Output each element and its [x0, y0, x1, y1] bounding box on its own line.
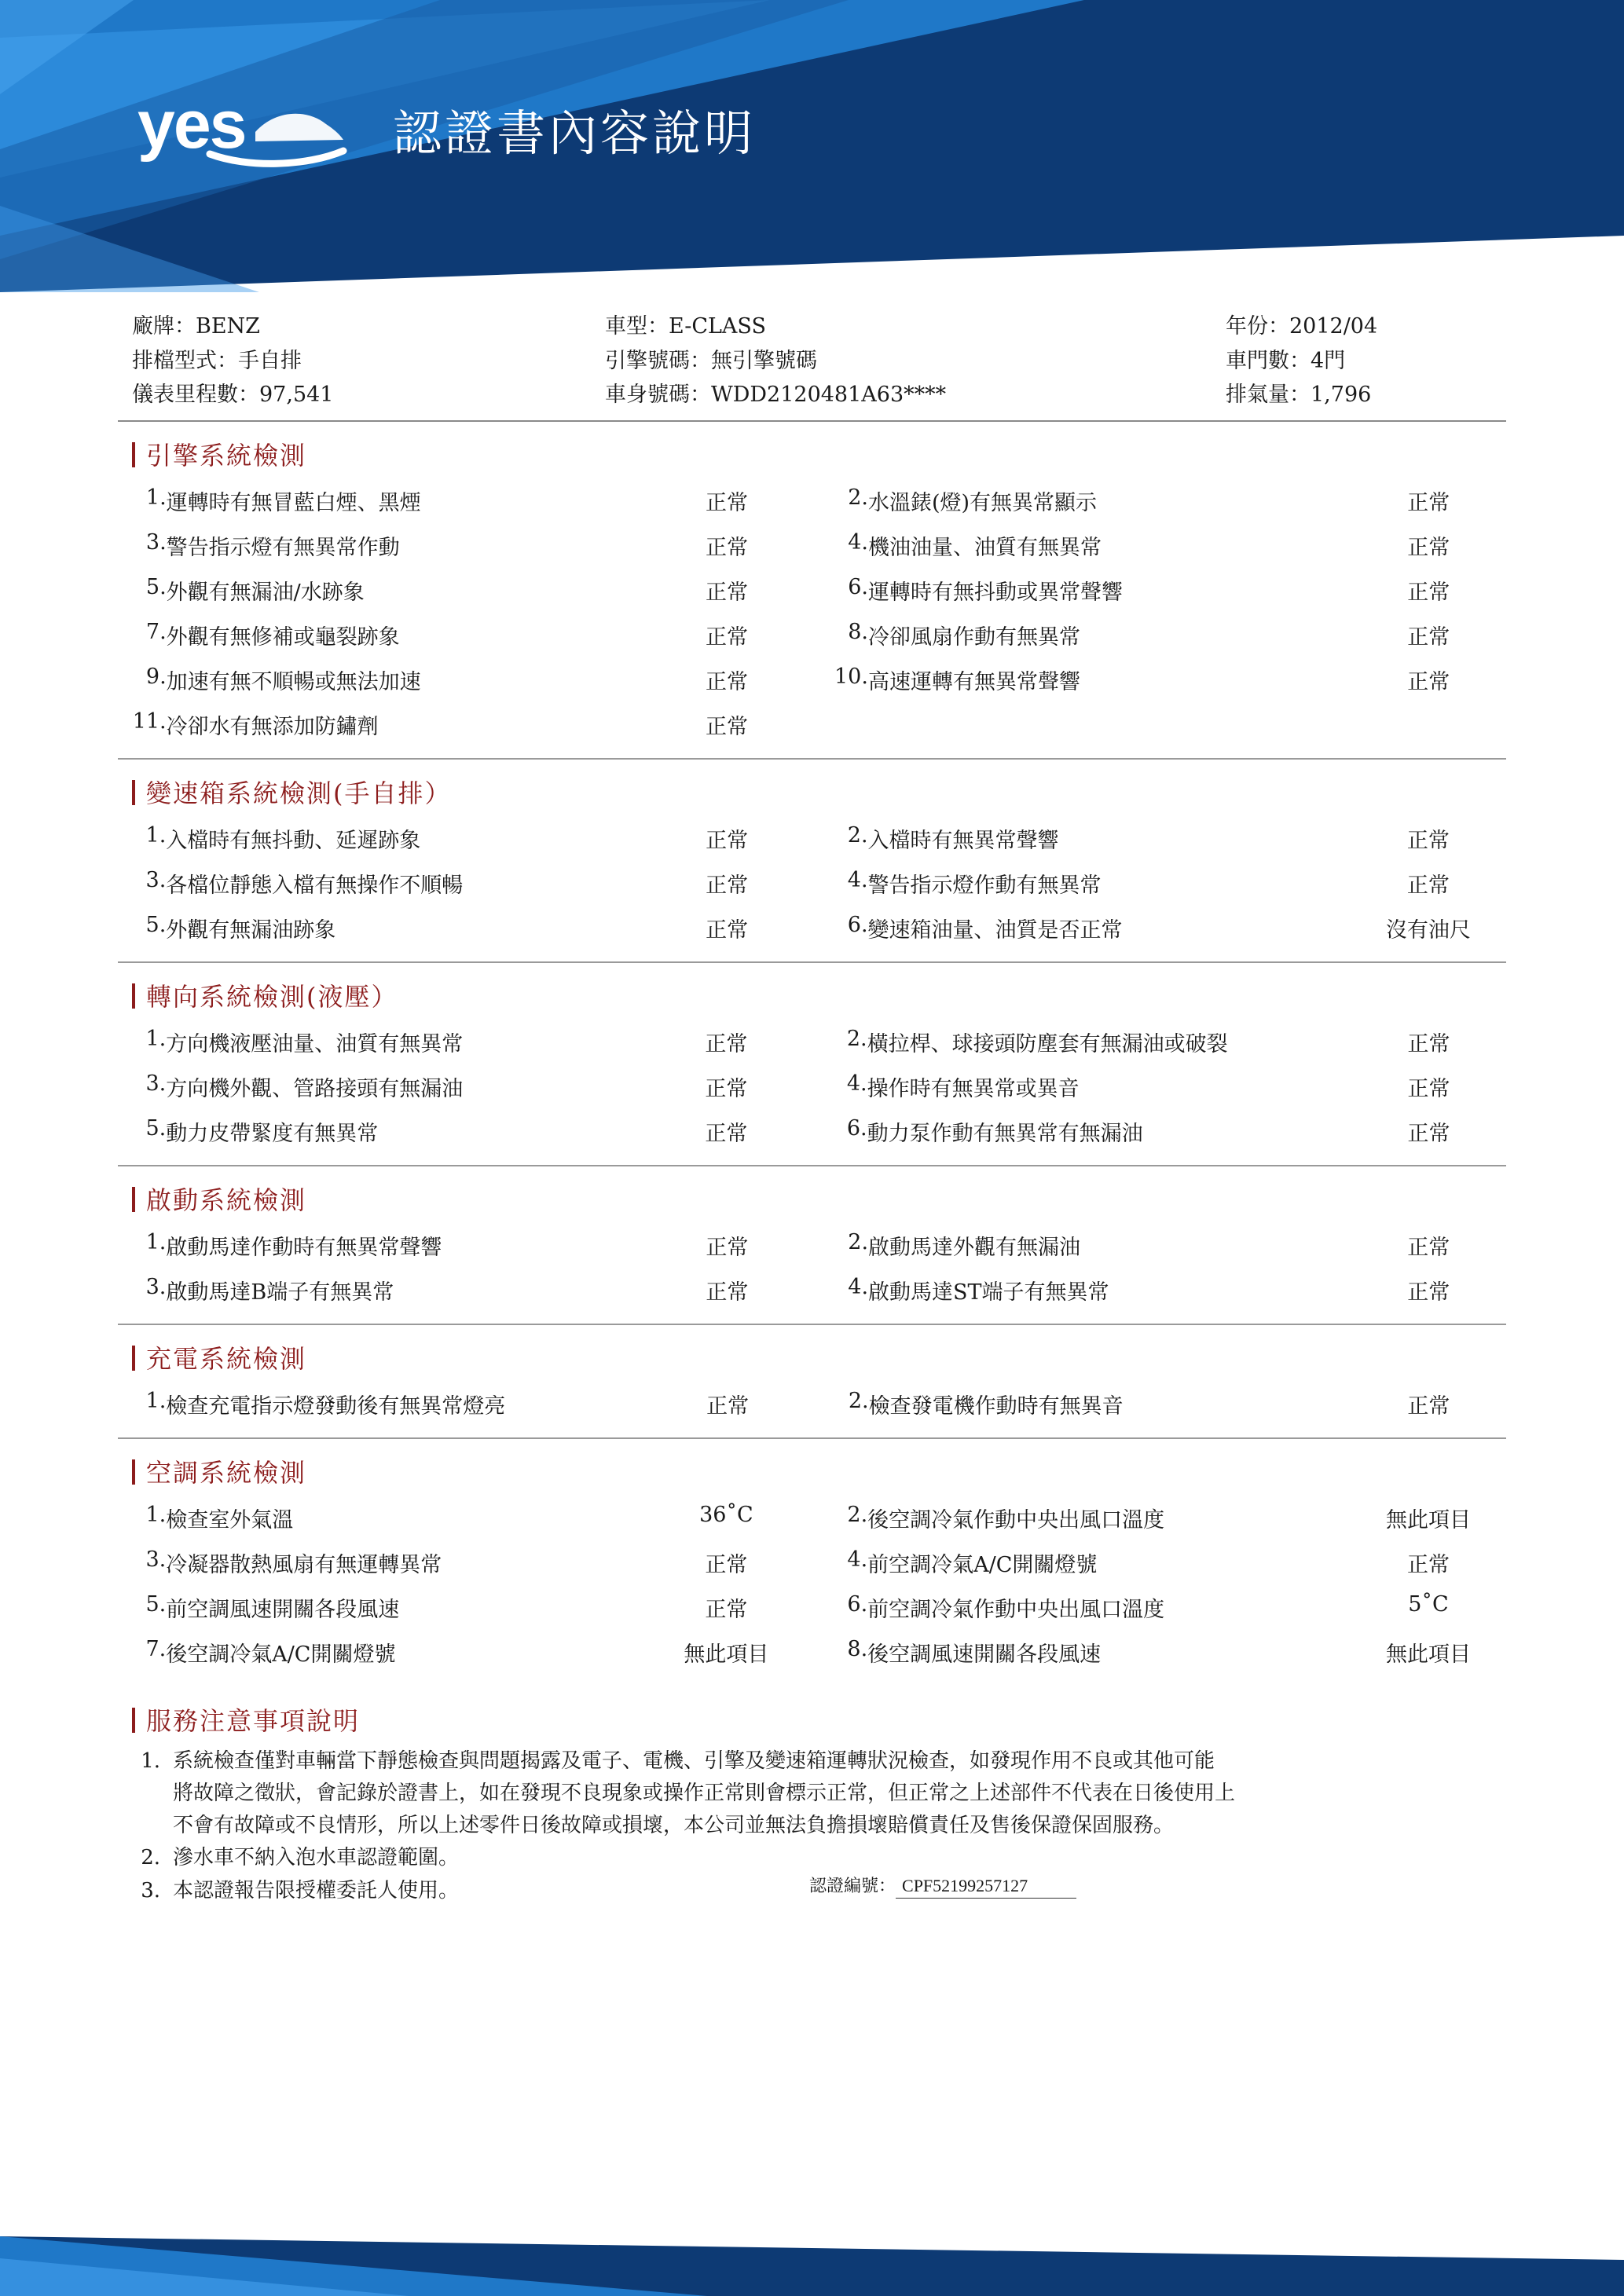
item-value: 正常	[1407, 1032, 1450, 1057]
table-row	[118, 1540, 1506, 1585]
inspection-item-table	[118, 1496, 1506, 1675]
item-value: 正常	[706, 829, 749, 854]
item-label: 檢查充電指示燈發動後有無異常燈亮	[166, 1394, 506, 1419]
section-marker	[132, 1346, 135, 1371]
inspection-item-table	[118, 478, 1506, 747]
yes-logo	[137, 86, 373, 169]
vehicle-info-displacement: 排氣量：1,796	[1226, 383, 1372, 408]
section-marker	[132, 1187, 135, 1212]
vehicle-info-engine-number: 引擎號碼：無引擎號碼	[605, 348, 817, 373]
item-number: 5.	[145, 575, 167, 600]
vehicle-info-column-3	[1226, 309, 1493, 412]
item-label: 外觀有無漏油/水跡象	[166, 580, 365, 606]
section-marker	[132, 1459, 135, 1485]
table-row	[118, 1020, 1506, 1064]
item-number: 4.	[846, 1071, 867, 1097]
item-number: 6.	[848, 575, 868, 600]
item-label: 動力皮帶緊度有無異常	[166, 1122, 379, 1147]
vehicle-info-column-2	[605, 309, 1226, 412]
inspection-sections	[118, 422, 1506, 1686]
item-number: 1.	[145, 1389, 167, 1414]
item-number: 1.	[145, 1503, 167, 1528]
column-gap	[805, 523, 820, 568]
column-gap	[805, 861, 820, 906]
note-number: 2.	[141, 1846, 160, 1870]
item-number: 1.	[145, 823, 167, 848]
table-row	[118, 1268, 1506, 1313]
item-value: 正常	[705, 625, 748, 650]
table-row	[118, 702, 1506, 747]
item-number: 5.	[145, 1592, 167, 1617]
table-row	[118, 1109, 1506, 1154]
item-number: 9.	[145, 665, 167, 690]
item-value: 正常	[706, 1280, 749, 1305]
vehicle-info-year: 年份：2012/04	[1226, 314, 1378, 339]
item-number: 5.	[145, 913, 167, 938]
item-number: 4.	[847, 1547, 868, 1573]
item-label: 加速有無不順暢或無法加速	[166, 670, 421, 695]
item-value: 36˚C	[699, 1503, 753, 1528]
item-value: 5˚C	[1408, 1592, 1449, 1617]
certificate-number-label: 認證編號：	[809, 1876, 896, 1896]
inspection-section	[118, 963, 1506, 1166]
column-gap	[805, 702, 820, 747]
item-value: 正常	[1407, 1122, 1450, 1147]
table-row	[118, 657, 1506, 702]
item-label: 機油油量、油質有無異常	[867, 536, 1102, 561]
table-row	[118, 1223, 1506, 1268]
item-label: 方向機液壓油量、油質有無異常	[166, 1032, 464, 1057]
item-value: 正常	[705, 1598, 748, 1623]
document-body	[0, 292, 1624, 1906]
section-title	[118, 1325, 1506, 1382]
item-label: 後空調冷氣A/C開關燈號	[166, 1642, 396, 1668]
column-gap	[804, 1064, 819, 1109]
item-label: 操作時有無異常或異音	[867, 1077, 1080, 1102]
table-row	[118, 1630, 1506, 1675]
item-label: 前空調冷氣A/C開關燈號	[867, 1553, 1098, 1578]
item-value: 正常	[1407, 670, 1450, 695]
note-text	[173, 1842, 1506, 1874]
page-title: 認證書內容說明	[393, 104, 757, 162]
vehicle-info-brand: 廠牌：BENZ	[132, 314, 260, 339]
item-value: 正常	[1407, 1280, 1450, 1305]
item-label: 檢查室外氣溫	[166, 1508, 294, 1533]
item-label: 警告指示燈有無異常作動	[166, 536, 400, 561]
item-label: 入檔時有無抖動、延遲跡象	[166, 829, 421, 854]
column-gap	[804, 1496, 819, 1540]
item-value: 正常	[1407, 536, 1450, 561]
inspection-section	[118, 422, 1506, 760]
content-wrapper	[118, 292, 1506, 1906]
item-number: 1.	[145, 1230, 167, 1255]
column-gap	[805, 816, 820, 861]
item-label: 前空調風速開關各段風速	[166, 1598, 400, 1623]
inspection-item-table	[118, 1382, 1506, 1426]
item-value: 無此項目	[1385, 1508, 1471, 1533]
item-label: 冷卻水有無添加防鏽劑	[166, 715, 379, 740]
item-label: 各檔位靜態入檔有無操作不順暢	[166, 873, 464, 899]
inspection-item-table	[118, 1020, 1506, 1154]
item-number: 3.	[145, 868, 167, 893]
item-value: 正常	[705, 1122, 748, 1147]
item-label: 水溫錶(燈)有無異常顯示	[867, 491, 1098, 516]
item-label: 運轉時有無抖動或異常聲響	[867, 580, 1123, 606]
item-label: 啟動馬達外觀有無漏油	[868, 1236, 1081, 1261]
inspection-section	[118, 1325, 1506, 1439]
item-number: 2.	[846, 1027, 867, 1052]
item-label: 入檔時有無異常聲響	[867, 829, 1059, 854]
item-number: 8.	[847, 1637, 868, 1662]
column-gap	[804, 1020, 819, 1064]
page-footer-banner	[0, 2210, 1624, 2296]
item-number: 3.	[145, 530, 167, 555]
item-label: 啟動馬達作動時有無異常聲響	[166, 1236, 442, 1261]
item-number: 3.	[145, 1071, 167, 1097]
table-row	[118, 613, 1506, 657]
item-label: 冷凝器散熱風扇有無運轉異常	[166, 1553, 442, 1578]
item-label: 啟動馬達B端子有無異常	[166, 1280, 394, 1305]
item-value: 正常	[706, 1394, 750, 1419]
inspection-section	[118, 1439, 1506, 1686]
item-number: 2.	[848, 1230, 869, 1255]
item-label: 方向機外觀、管路接頭有無漏油	[166, 1077, 464, 1102]
table-row	[118, 1382, 1506, 1426]
item-value: 正常	[705, 670, 748, 695]
vehicle-info-mileage: 儀表里程數：97,541	[132, 383, 334, 408]
note-item	[118, 1745, 1506, 1842]
section-marker	[132, 780, 135, 805]
item-number: 4.	[848, 530, 868, 555]
item-label: 後空調風速開關各段風速	[867, 1642, 1102, 1668]
item-value: 正常	[1406, 1553, 1450, 1578]
vehicle-info-column-1	[118, 309, 605, 412]
item-number: 8.	[848, 620, 868, 645]
section-marker	[132, 442, 135, 467]
column-gap	[805, 657, 820, 702]
item-label: 高速運轉有無異常聲響	[867, 670, 1080, 695]
note-number: 3.	[141, 1878, 160, 1902]
item-value: 正常	[705, 715, 748, 740]
note-line: 將故障之徵狀，會記錄於證書上，如在發現不良現象或操作正常則會標示正常，但正常之上述部件不代表在日後使用上	[173, 1782, 1236, 1806]
section-title	[118, 1166, 1506, 1223]
item-number: 4.	[847, 868, 868, 893]
item-value: 正常	[705, 580, 748, 606]
item-number: 1.	[145, 1027, 167, 1052]
item-value	[1351, 702, 1506, 747]
table-row	[118, 1585, 1506, 1630]
car-silhouette-icon	[137, 86, 373, 169]
item-value: 正常	[705, 1032, 748, 1057]
column-gap	[805, 613, 820, 657]
table-row	[118, 906, 1506, 950]
item-value: 正常	[705, 1077, 748, 1102]
section-marker	[132, 1708, 135, 1733]
table-row	[118, 816, 1506, 861]
table-row	[118, 861, 1506, 906]
item-label: 橫拉桿、球接頭防塵套有無漏油或破裂	[867, 1032, 1228, 1057]
item-label: 啟動馬達ST端子有無異常	[868, 1280, 1109, 1305]
note-item	[118, 1842, 1506, 1874]
column-gap	[804, 1585, 819, 1630]
service-notes	[118, 1686, 1506, 1906]
item-value: 正常	[1407, 580, 1450, 606]
item-number: 5.	[145, 1116, 167, 1141]
certificate-number-value: CPF52199257127	[896, 1876, 1076, 1899]
vehicle-info-vin: 車身號碼：WDD2120481A63****	[605, 383, 947, 408]
item-value: 無此項目	[684, 1642, 769, 1668]
item-value: 正常	[1407, 491, 1450, 516]
section-title	[118, 760, 1506, 816]
table-row	[118, 523, 1506, 568]
column-gap	[805, 568, 820, 613]
column-gap	[804, 1540, 819, 1585]
table-row	[118, 1496, 1506, 1540]
item-label: 前空調冷氣作動中央出風口溫度	[867, 1598, 1165, 1623]
item-number: 3.	[145, 1275, 167, 1300]
item-value: 正常	[705, 491, 748, 516]
inspection-section	[118, 1166, 1506, 1325]
item-label: 外觀有無修補或龜裂跡象	[166, 625, 400, 650]
column-gap	[804, 1630, 819, 1675]
section-title	[118, 1439, 1506, 1496]
service-notes-title	[118, 1686, 1506, 1745]
column-gap	[805, 1223, 820, 1268]
item-label: 動力泵作動有無異常有無漏油	[867, 1122, 1143, 1147]
item-value: 正常	[1407, 1236, 1450, 1261]
column-gap	[804, 1109, 819, 1154]
footer-graphic	[0, 2210, 1624, 2296]
column-gap	[805, 1268, 820, 1313]
item-label: 變速箱油量、油質是否正常	[867, 918, 1123, 943]
item-value: 正常	[706, 1236, 749, 1261]
item-number: 6.	[846, 1116, 867, 1141]
note-line: 滲水車不納入泡水車認證範圍。	[173, 1846, 460, 1870]
item-value: 無此項目	[1385, 1642, 1471, 1668]
section-title-text: 變速箱系統檢測(手自排）	[146, 778, 452, 809]
section-marker	[132, 983, 135, 1009]
item-number: 7.	[145, 620, 167, 645]
item-value: 正常	[1406, 873, 1450, 899]
item-number: 7.	[145, 1637, 167, 1662]
item-value: 正常	[706, 918, 749, 943]
section-title-text: 引擎系統檢測	[146, 441, 307, 471]
column-gap	[805, 906, 820, 950]
inspection-item-table	[118, 816, 1506, 950]
vehicle-info-model: 車型：E-CLASS	[605, 314, 766, 339]
item-number: 6.	[847, 1592, 868, 1617]
item-number	[819, 702, 868, 747]
column-gap	[805, 478, 820, 523]
item-number: 2.	[848, 1389, 869, 1414]
section-title	[118, 422, 1506, 478]
section-title	[118, 963, 1506, 1020]
item-label	[868, 702, 1351, 747]
table-row	[118, 478, 1506, 523]
item-label: 檢查發電機作動時有無異音	[868, 1394, 1124, 1419]
note-line: 本認證報告限授權委託人使用。	[173, 1878, 460, 1902]
item-value: 正常	[1407, 1077, 1450, 1102]
note-line: 系統檢查僅對車輛當下靜態檢查與問題揭露及電子、電機、引擎及變速箱運轉狀況檢查，如發現作用不良或其他可能	[173, 1749, 1215, 1774]
item-number: 11.	[132, 709, 167, 734]
vehicle-info-block	[118, 292, 1506, 422]
vehicle-info-doors: 車門數：4門	[1226, 348, 1346, 373]
table-row	[118, 568, 1506, 613]
vehicle-info-transmission: 排檔型式：手自排	[132, 348, 302, 373]
service-notes-title-text: 服務注意事項說明	[146, 1706, 361, 1737]
table-row	[118, 1064, 1506, 1109]
item-number: 3.	[145, 1547, 167, 1573]
section-title-text: 啟動系統檢測	[146, 1185, 307, 1216]
note-text	[173, 1745, 1506, 1842]
item-label: 外觀有無漏油跡象	[166, 918, 336, 943]
item-label: 後空調冷氣作動中央出風口溫度	[867, 1508, 1165, 1533]
item-value: 正常	[1407, 1394, 1450, 1419]
note-line: 不會有故障或不良情形，所以上述零件日後故障或損壞，本公司並無法負擔損壞賠償責任及售後保證保固服務。	[173, 1814, 1175, 1838]
item-number: 1.	[145, 485, 167, 511]
item-value: 正常	[705, 536, 748, 561]
item-number: 2.	[848, 485, 868, 511]
item-label: 運轉時有無冒藍白煙、黑煙	[166, 491, 421, 516]
item-value: 正常	[706, 873, 749, 899]
section-title-text: 充電系統檢測	[146, 1344, 307, 1375]
column-gap	[805, 1382, 821, 1426]
note-number: 1.	[141, 1749, 160, 1774]
item-value: 沒有油尺	[1385, 918, 1471, 943]
item-value: 正常	[1407, 625, 1450, 650]
item-number: 6.	[847, 913, 868, 938]
inspection-section	[118, 760, 1506, 963]
item-value: 正常	[705, 1553, 748, 1578]
section-title-text: 空調系統檢測	[146, 1458, 307, 1489]
item-label: 冷卻風扇作動有無異常	[867, 625, 1080, 650]
section-title-text: 轉向系統檢測(液壓）	[146, 982, 398, 1013]
item-number: 4.	[848, 1275, 869, 1300]
logo-text: yes	[137, 87, 246, 163]
inspection-item-table	[118, 1223, 1506, 1313]
item-number: 10.	[834, 665, 868, 690]
item-label: 警告指示燈作動有無異常	[867, 873, 1102, 899]
item-number: 2.	[847, 823, 868, 848]
item-number: 2.	[847, 1503, 868, 1528]
page-header-banner	[0, 0, 1624, 292]
item-value: 正常	[1406, 829, 1450, 854]
